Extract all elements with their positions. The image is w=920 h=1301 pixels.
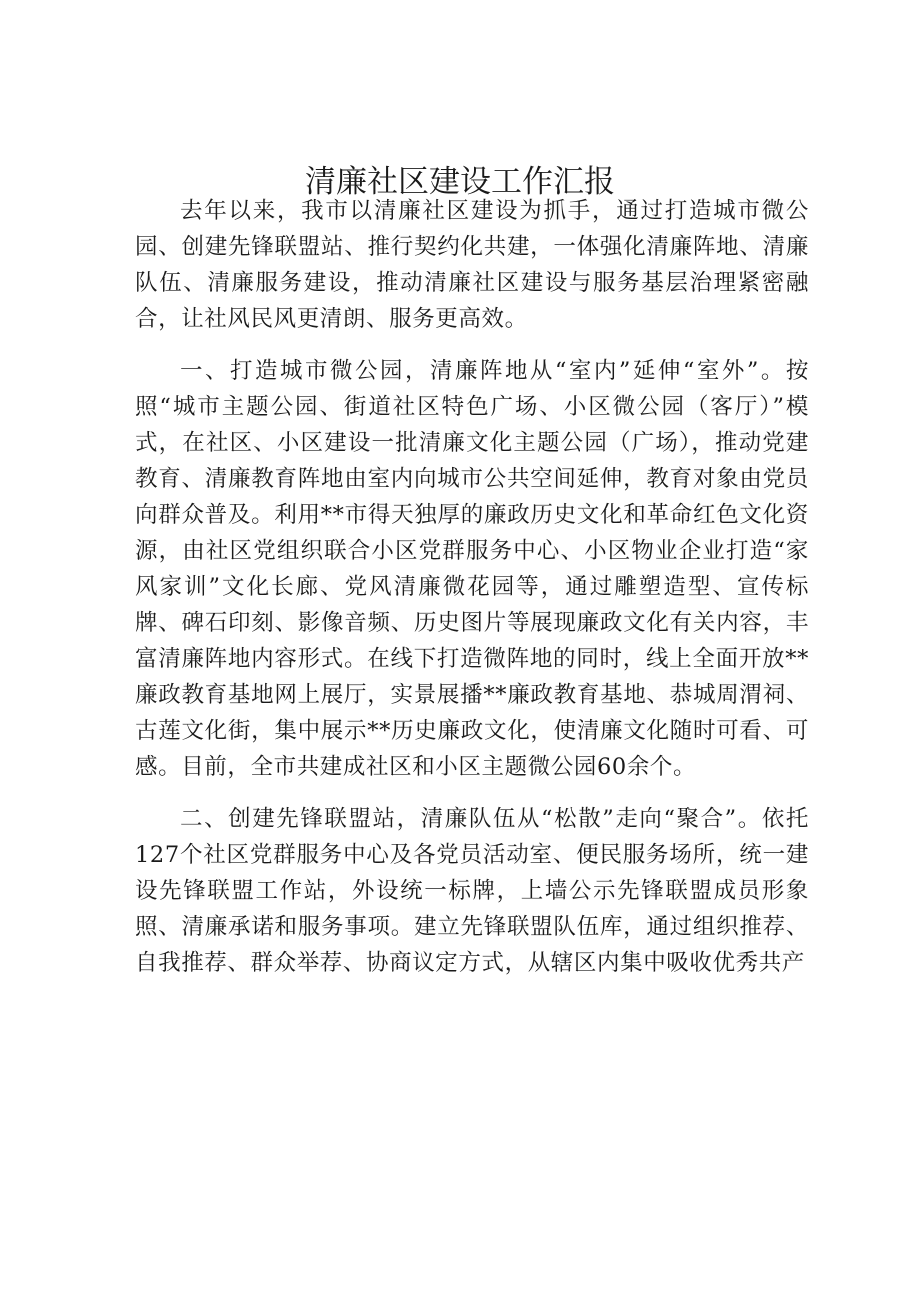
paragraph-intro: 去年以来，我市以清廉社区建设为抓手，通过打造城市微公园、创建先锋联盟站、推行契约化共建，一体强化清廉阵地、清廉队伍、清廉服务建设，推动清廉社区建设与服务基层治理紧密融合，让社风民风更清朗、服务更高效。 — [135, 198, 809, 332]
document-body — [135, 193, 809, 981]
paragraph-section-one: 一、打造城市微公园，清廉阵地从“室内”延伸“室外”。按照“城市主题公园、街道社区特色广场、小区微公园（客厅）”模式，在社区、小区建设一批清廉文化主题公园（广场），推动党建教育、清廉教育阵地由室内向城市公共空间延伸，教育对象由党员向群众普及。利用**市得天独厚的廉政历史文化和革命红色文化资源，由社区党组织联合小区党群服务中心、小区物业企业打造“家风家训”文化长廊、党风清廉微花园等，通过雕塑造型、宣传标牌、碑石印刻、影像音频、历史图片等展现廉政文化有关内容，丰富清廉阵地内容形式。在线下打造微阵地的同时，线上全面开放**廉政教育基地网上展厅，实景展播**廉政教育基地、恭城周渭祠、古莲文化街，集中展示**历史廉政文化，使清廉文化随时可看、可感。目前，全市共建成社区和小区主题微公园60余个。 — [135, 358, 809, 780]
paragraph-section-two: 二、创建先锋联盟站，清廉队伍从“松散”走向“聚合”。依托127个社区党群服务中心及各党员活动室、便民服务场所，统一建设先锋联盟工作站，外设统一标牌，上墙公示先锋联盟成员形象照、清廉承诺和服务事项。建立先锋联盟队伍库，通过组织推荐、自我推荐、群众举荐、协商议定方式，从辖区内集中吸收优秀共产 — [135, 806, 809, 976]
document-title: 清廉社区建设工作汇报 — [305, 164, 615, 200]
